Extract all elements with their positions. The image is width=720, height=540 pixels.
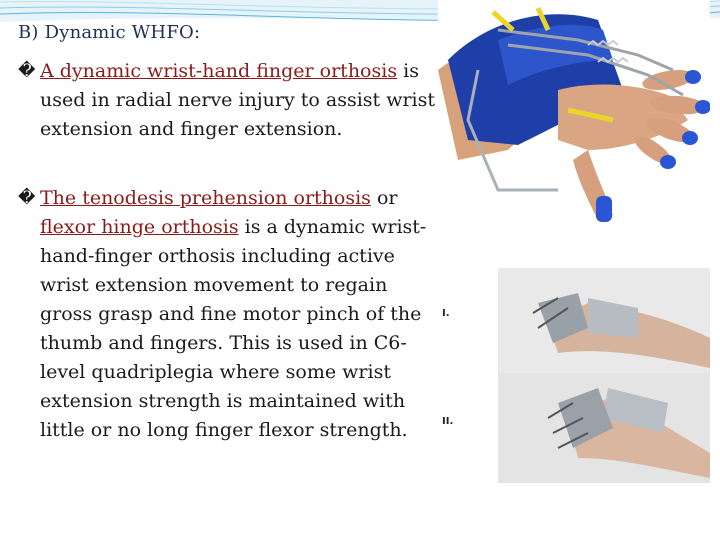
paragraph-text: is used in radial nerve injury to assist wrist extension and finger extension. <box>40 60 436 140</box>
paragraph-text: or <box>370 187 398 209</box>
paragraph-dynamic-whfo <box>18 57 436 144</box>
tenodesis-orthosis-photo <box>438 268 710 483</box>
bullet-glyph: � <box>18 61 36 81</box>
bullet-glyph: � <box>18 188 36 208</box>
link-flexor-hinge-orthosis[interactable]: flexor hinge orthosis <box>40 216 239 238</box>
figure-label-one: I. <box>442 308 450 319</box>
paragraph-tenodesis <box>18 184 435 445</box>
orthosis-photo <box>438 0 710 268</box>
figure-label-two: II. <box>442 416 454 427</box>
slide-title: B) Dynamic WHFO: <box>18 22 201 43</box>
paragraph-text: is a dynamic wrist-hand-finger orthosis including active wrist extension movement to regain gross grasp and fine motor pinch of the thumb and fingers. This is used in C6-level quadriplegia where some wrist extension strength is maintained with little or no long finger flexor strength. <box>40 216 427 441</box>
link-tenodesis-orthosis[interactable]: The tenodesis prehension orthosis <box>40 187 371 209</box>
link-dynamic-orthosis[interactable]: A dynamic wrist-hand finger orthosis <box>40 60 398 82</box>
